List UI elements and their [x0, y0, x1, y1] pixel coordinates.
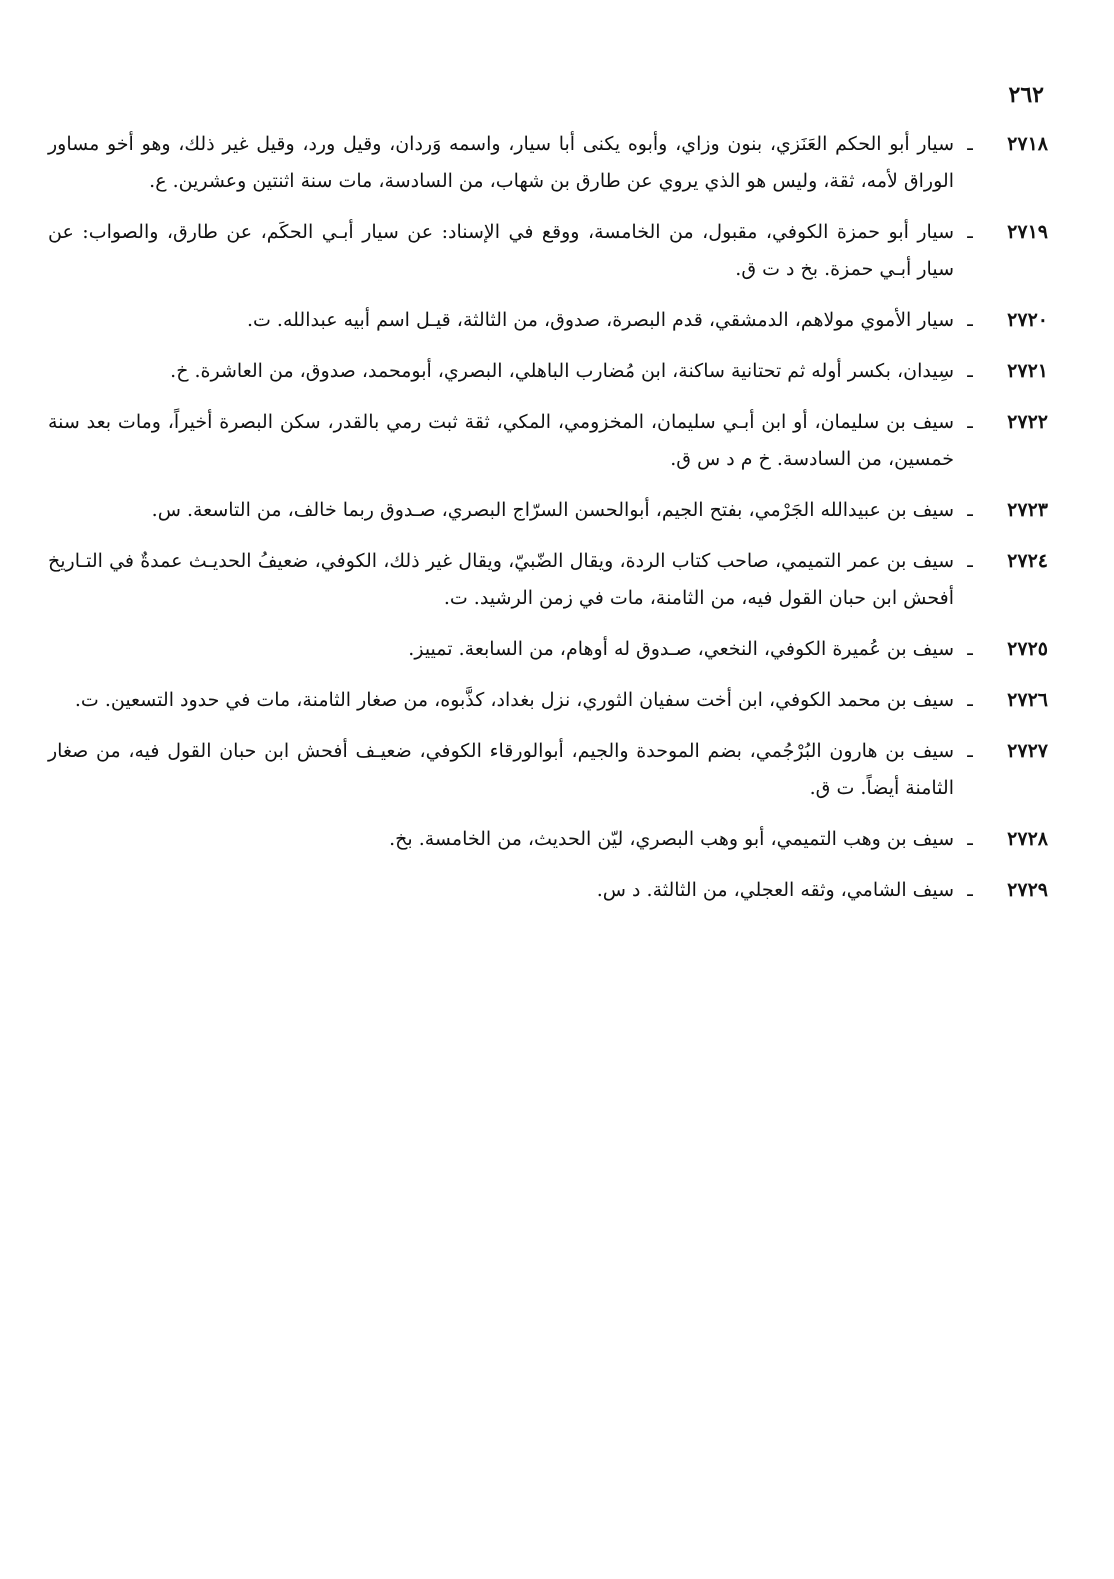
- entry-item: [48, 492, 1048, 529]
- entry-text: سيف بن سليمان، أو ابن أبـي سليمان، المخزومي، المكي، ثقة ثبت رمي بالقدر، سكن البصرة أخيراً، ومات بعد سنة خمسين، من السادسة. خ م د س ق.: [48, 411, 954, 470]
- entry-number: ٢٧٢٢: [1007, 411, 1048, 433]
- entry-dash: ـ: [967, 411, 973, 433]
- entry-dash: ـ: [967, 309, 973, 331]
- entry-item: [48, 214, 1048, 288]
- entry-dash: ـ: [967, 740, 973, 762]
- entry-number: ٢٧٢١: [1007, 360, 1048, 382]
- entry-dash: ـ: [967, 638, 973, 660]
- entry-text: سيف بن هارون البُرْجُمي، بضم الموحدة والجيم، أبوالورقاء الكوفي، ضعيـف أفحش ابن حبان القول فيه، من صغار الثامنة أيضاً. ت ق.: [48, 740, 954, 799]
- entry-item: [48, 821, 1048, 858]
- entry-number: ٢٧١٩: [1007, 221, 1048, 243]
- entry-number: ٢٧٢٥: [1007, 638, 1048, 660]
- entry-text: سيف بن محمد الكوفي، ابن أخت سفيان الثوري، نزل بغداد، كذَّبوه، من صغار الثامنة، مات في حدود التسعين. ت.: [74, 689, 954, 711]
- entry-dash: ـ: [967, 133, 973, 155]
- entry-list: [48, 126, 1048, 909]
- entry-text: سيف بن عبيدالله الجَرْمي، بفتح الجيم، أبوالحسن السرّاج البصري، صـدوق ربما خالف، من التاسعة. س.: [151, 499, 954, 521]
- entry-number: ٢٧٢٠: [1007, 309, 1048, 331]
- entry-item: [48, 126, 1048, 200]
- entry-item: [48, 543, 1048, 617]
- entry-item: [48, 302, 1048, 339]
- entry-dash: ـ: [967, 689, 973, 711]
- entry-item: [48, 682, 1048, 719]
- entry-text: سيار أبو الحكم العَنَزي، بنون وزاي، وأبوه يكنى أبا سيار، واسمه وَردان، وقيل ورد، وقيل غير ذلك، وهو أخو مساور الوراق لأمه، ثقة، وليس هو الذي يروي عن طارق بن شهاب، من السادسة، مات سنة اثنتين وعشرين. ع.: [48, 133, 954, 192]
- entry-item: [48, 733, 1048, 807]
- entry-item: [48, 872, 1048, 909]
- entry-text: سيف الشامي، وثقه العجلي، من الثالثة. د س.: [596, 879, 954, 901]
- entry-dash: ـ: [967, 221, 973, 243]
- entry-number: ٢٧٢٦: [1007, 689, 1048, 711]
- entry-item: [48, 404, 1048, 478]
- entry-number: ٢٧١٨: [1007, 133, 1048, 155]
- entry-item: [48, 353, 1048, 390]
- entry-number: ٢٧٢٣: [1007, 499, 1048, 521]
- page-number: ٢٦٢: [1008, 82, 1044, 108]
- entry-item: [48, 631, 1048, 668]
- entry-text: سيف بن وهب التميمي، أبو وهب البصري، ليّن الحديث، من الخامسة. بخ.: [389, 828, 954, 850]
- entry-dash: ـ: [967, 499, 973, 521]
- entry-dash: ـ: [967, 828, 973, 850]
- entry-number: ٢٧٢٨: [1007, 828, 1048, 850]
- entry-text: سيار الأموي مولاهم، الدمشقي، قدم البصرة، صدوق، من الثالثة، قيـل اسم أبيه عبدالله. ت.: [246, 309, 954, 331]
- entry-dash: ـ: [967, 550, 973, 572]
- entry-dash: ـ: [967, 879, 973, 901]
- entry-number: ٢٧٢٩: [1007, 879, 1048, 901]
- entry-text: سيف بن عُميرة الكوفي، النخعي، صـدوق له أوهام، من السابعة. تمييز.: [408, 638, 954, 660]
- entry-text: سِيدان، بكسر أوله ثم تحتانية ساكنة، ابن مُضارب الباهلي، البصري، أبومحمد، صدوق، من العاشرة. خ.: [170, 360, 954, 382]
- entry-number: ٢٧٢٧: [1007, 740, 1048, 762]
- entry-text: سيار أبو حمزة الكوفي، مقبول، من الخامسة، ووقع في الإسناد: عن سيار أبـي الحكَم، عن طارق، والصواب: عن سيار أبـي حمزة. بخ د ت ق.: [48, 221, 954, 280]
- entry-number: ٢٧٢٤: [1007, 550, 1048, 572]
- entry-dash: ـ: [967, 360, 973, 382]
- entry-text: سيف بن عمر التميمي، صاحب كتاب الردة، ويقال الضّبيّ، ويقال غير ذلك، الكوفي، ضعيفُ الحديـث عمدةٌ في التـاريخ أفحش ابن حبان القول فيه، من الثامنة، مات في زمن الرشيد. ت.: [48, 550, 954, 609]
